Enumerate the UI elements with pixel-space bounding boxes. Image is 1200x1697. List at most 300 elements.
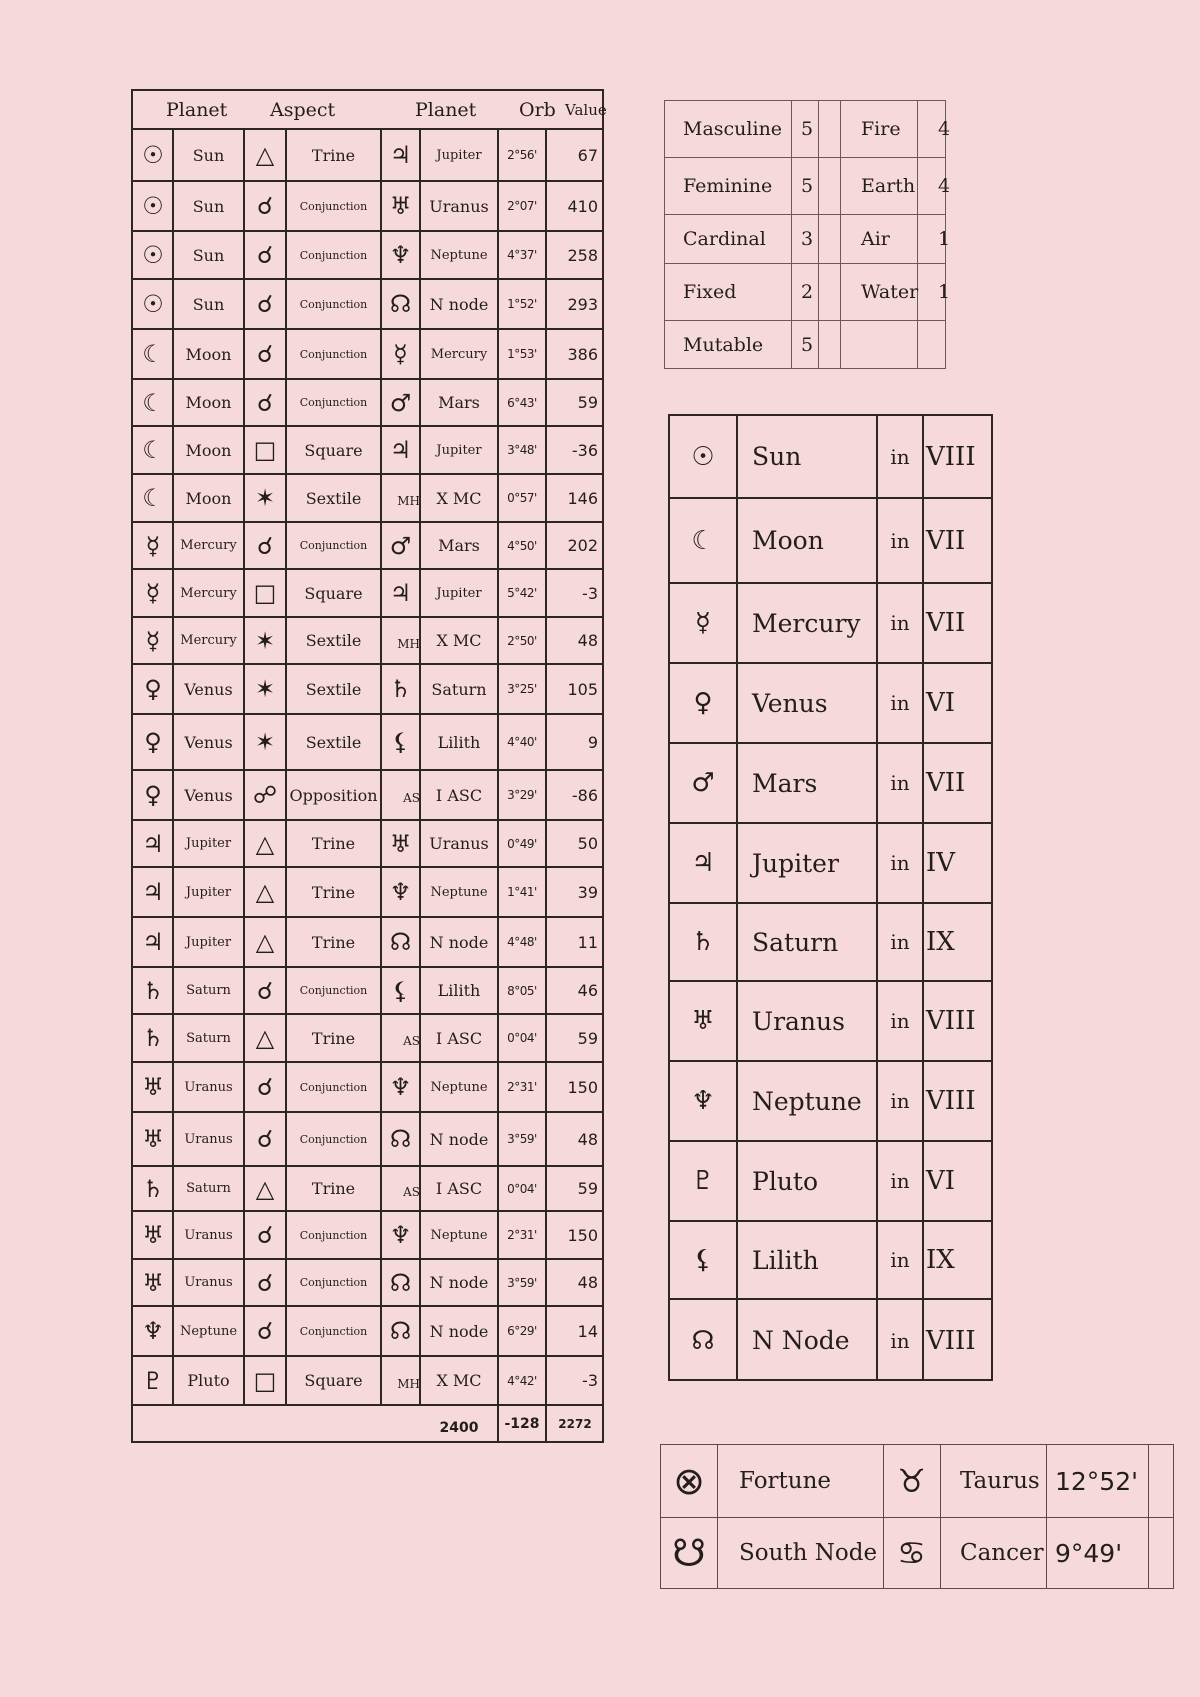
sun-icon: ☉	[142, 141, 164, 169]
aspect-row	[133, 568, 602, 616]
uranus-icon: ♅	[142, 1125, 164, 1153]
north-node-icon: ☊	[389, 1268, 412, 1297]
planet-2-name: I ASC	[435, 785, 483, 805]
totals-row	[133, 1404, 602, 1441]
house-number: VII	[926, 525, 966, 556]
neptune-icon: ♆	[389, 241, 412, 269]
trine-icon: △	[255, 829, 275, 858]
square-icon: □	[253, 1366, 277, 1395]
house-number: VIII	[926, 1006, 976, 1036]
venus-icon: ♀	[144, 675, 162, 703]
aspect-value: 410	[567, 196, 598, 216]
planet-2-name: X MC	[436, 1371, 482, 1390]
total-positive: 2400	[439, 1419, 479, 1436]
taurus-icon: ♉	[897, 1462, 926, 1500]
planet-1-name: Pluto	[187, 1371, 230, 1390]
aspect-value: -3	[582, 1371, 598, 1390]
orb-value: 3°29'	[507, 788, 537, 802]
moon-icon: ☾	[142, 388, 164, 417]
moon-icon: ☾	[142, 484, 164, 512]
aspect-name: Conjunction	[299, 199, 368, 213]
house-number: VI	[926, 1166, 956, 1196]
planet-houses-table	[668, 414, 993, 1381]
aspect-row	[133, 713, 602, 769]
venus-icon: ♀	[144, 728, 162, 756]
aspect-value: 9	[587, 732, 598, 752]
moon-icon: ☾	[691, 525, 715, 556]
planet-2-name: Mars	[438, 536, 480, 555]
aspect-name: Sextile	[305, 679, 362, 699]
aspect-row	[133, 378, 602, 425]
aspect-row	[133, 769, 602, 819]
planet-1-name: Mercury	[180, 585, 237, 601]
orb-value: 3°59'	[507, 1132, 537, 1146]
planet-2-name: Jupiter	[436, 442, 482, 458]
planet-name: Lilith	[752, 1245, 819, 1275]
planet-2-name: Uranus	[429, 834, 489, 853]
orb-value: 1°53'	[507, 347, 537, 361]
orb-value: 3°25'	[507, 682, 537, 696]
in-label: in	[890, 771, 910, 795]
in-label: in	[890, 691, 910, 715]
saturn-icon: ♄	[142, 976, 164, 1005]
aspect-name: Trine	[311, 1179, 356, 1198]
aspect-value: 48	[577, 631, 598, 650]
aspect-value: 14	[577, 1321, 598, 1341]
jupiter-icon: ♃	[142, 829, 164, 858]
orb-value: 6°43'	[507, 395, 537, 410]
house-row	[670, 662, 991, 742]
orb-value: 2°31'	[507, 1080, 537, 1094]
aspect-row	[133, 1355, 602, 1404]
planet-name: Uranus	[752, 1006, 845, 1036]
planet-1-name: Uranus	[184, 1079, 233, 1095]
house-row	[670, 1220, 991, 1298]
orb-value: 1°52'	[507, 297, 537, 311]
aspect-name: Opposition	[289, 785, 378, 805]
aspect-value: 293	[567, 294, 598, 314]
conjunction-icon: ☌	[256, 531, 274, 560]
aspect-value: 48	[577, 1273, 598, 1292]
aspect-row	[133, 616, 602, 663]
saturn-icon: ♄	[389, 675, 412, 703]
aspect-value: 59	[577, 1179, 598, 1198]
in-label: in	[890, 1328, 910, 1353]
planet-1-name: Sun	[192, 145, 225, 165]
mode-count: 5	[801, 175, 814, 197]
planet-2-name: N node	[429, 1321, 489, 1341]
mode-label: Masculine	[683, 118, 783, 140]
midheaven-label: MH	[397, 636, 420, 651]
orb-value: 2°31'	[507, 1228, 537, 1242]
planet-2-name: N node	[429, 1129, 489, 1149]
neptune-icon: ♆	[691, 1086, 715, 1116]
jupiter-icon: ♃	[389, 141, 412, 169]
pluto-icon: ♇	[142, 1366, 164, 1395]
planet-name: Moon	[752, 526, 824, 555]
jupiter-icon: ♃	[142, 928, 164, 956]
pluto-icon: ♇	[691, 1166, 715, 1196]
planet-name: Neptune	[752, 1086, 862, 1116]
total-net: 2272	[558, 1416, 592, 1431]
planet-1-name: Saturn	[186, 1181, 231, 1196]
point-row	[661, 1445, 1173, 1517]
header-value: Value	[565, 101, 607, 119]
aspect-row	[133, 1305, 602, 1355]
planet-1-name: Uranus	[184, 1275, 233, 1290]
degree-value: 12°52'	[1055, 1466, 1138, 1496]
orb-value: 0°04'	[507, 1181, 537, 1196]
planet-1-name: Saturn	[186, 983, 231, 998]
lilith-icon: ⚸	[391, 976, 410, 1005]
in-label: in	[890, 1009, 910, 1033]
planet-1-name: Moon	[185, 488, 232, 508]
aspect-name: Trine	[311, 882, 356, 902]
aspect-row	[133, 966, 602, 1013]
element-count: 4	[938, 175, 951, 197]
opposition-icon: ☍	[252, 781, 278, 809]
planet-2-name: Saturn	[431, 679, 487, 699]
house-row	[670, 1060, 991, 1140]
aspect-value: -36	[571, 440, 598, 460]
planet-1-name: Moon	[185, 344, 232, 364]
uranus-icon: ♅	[389, 192, 412, 220]
sun-icon: ☉	[142, 290, 164, 318]
aspect-value: -3	[582, 583, 598, 603]
sextile-icon: ✶	[254, 626, 276, 655]
planet-name: Jupiter	[752, 848, 839, 878]
north-node-icon: ☊	[389, 1125, 412, 1153]
aspect-value: 59	[577, 393, 598, 412]
aspect-row	[133, 916, 602, 966]
element-count: 1	[938, 228, 951, 250]
header-aspect: Aspect	[270, 99, 336, 121]
house-number: VII	[926, 768, 966, 798]
planet-2-name: X MC	[436, 488, 482, 508]
venus-icon: ♀	[693, 688, 713, 718]
aspect-value: 39	[577, 882, 598, 902]
planet-1-name: Mercury	[180, 633, 237, 648]
trine-icon: △	[255, 141, 275, 169]
aspect-name: Conjunction	[299, 1276, 368, 1289]
element-count: 1	[938, 281, 951, 303]
orb-value: 4°42'	[507, 1373, 537, 1388]
planet-1-name: Sun	[192, 294, 225, 314]
midheaven-label: MH	[397, 1376, 420, 1391]
planet-2-name: Neptune	[430, 247, 488, 263]
planet-1-name: Uranus	[184, 1131, 233, 1147]
aspect-value: 48	[577, 1129, 598, 1149]
planet-name: Venus	[752, 688, 828, 718]
planet-name: Pluto	[752, 1166, 819, 1196]
uranus-icon: ♅	[691, 1006, 715, 1036]
aspect-row	[133, 1061, 602, 1111]
mode-row	[665, 263, 951, 320]
sign-name: Taurus	[960, 1468, 1040, 1494]
planet-2-name: Jupiter	[436, 147, 482, 163]
lilith-icon: ⚸	[693, 1245, 713, 1275]
aspect-name: Square	[304, 1371, 363, 1390]
house-row	[670, 582, 991, 662]
aspect-name: Conjunction	[299, 1324, 368, 1338]
conjunction-icon: ☌	[256, 388, 274, 417]
mode-count: 2	[801, 281, 814, 303]
mode-label: Feminine	[683, 175, 773, 197]
ascendant-label: AS	[403, 791, 420, 805]
conjunction-icon: ☌	[256, 1221, 274, 1249]
planet-1-name: Jupiter	[185, 884, 232, 900]
planet-name: N Node	[752, 1326, 850, 1355]
conjunction-icon: ☌	[256, 192, 274, 220]
mode-row	[665, 101, 951, 157]
aspects-table	[131, 89, 607, 1443]
house-row	[670, 980, 991, 1060]
aspect-name: Sextile	[305, 488, 362, 508]
in-label: in	[890, 930, 910, 954]
element-count: 4	[938, 118, 951, 140]
in-label: in	[890, 1089, 910, 1113]
house-number: VIII	[926, 1325, 976, 1356]
mode-row	[665, 157, 951, 214]
point-name: South Node	[739, 1540, 878, 1566]
planet-2-name: X MC	[436, 631, 482, 650]
points-table	[660, 1444, 1174, 1589]
aspect-name: Conjunction	[299, 1080, 368, 1094]
element-label: Water	[861, 281, 919, 303]
aspect-name: Square	[304, 440, 363, 460]
in-label: in	[890, 611, 910, 635]
part-of-fortune-icon: ⊗	[673, 1459, 705, 1503]
total-negative: -128	[504, 1415, 540, 1432]
planet-2-name: Neptune	[430, 1227, 488, 1243]
aspect-name: Conjunction	[299, 248, 368, 262]
planet-2-name: Mars	[438, 393, 480, 412]
saturn-icon: ♄	[691, 927, 715, 957]
planet-2-name: N node	[429, 932, 489, 952]
aspect-name: Trine	[311, 834, 356, 853]
aspect-value: 46	[577, 981, 598, 1000]
house-row	[670, 416, 991, 497]
aspect-name: Square	[304, 583, 363, 603]
square-icon: □	[253, 436, 277, 464]
aspect-value: 50	[577, 834, 598, 853]
aspect-value: 11	[577, 932, 598, 952]
in-label: in	[890, 1248, 910, 1272]
aspect-name: Conjunction	[299, 1132, 368, 1146]
sextile-icon: ✶	[254, 484, 276, 512]
house-row	[670, 497, 991, 582]
ascendant-label: AS	[403, 1184, 420, 1199]
aspect-name: Conjunction	[299, 297, 368, 311]
aspect-name: Trine	[311, 145, 356, 165]
planet-name: Mercury	[752, 608, 861, 638]
aspect-value: 386	[567, 344, 598, 364]
ascendant-label: AS	[403, 1034, 420, 1048]
planet-2-name: Neptune	[430, 1079, 488, 1095]
trine-icon: △	[255, 928, 275, 956]
moon-icon: ☾	[142, 340, 164, 368]
mode-label: Mutable	[683, 334, 764, 356]
planet-1-name: Sun	[192, 196, 225, 216]
house-number: IV	[926, 848, 956, 878]
house-row	[670, 1298, 991, 1381]
conjunction-icon: ☌	[256, 1125, 274, 1153]
orb-value: 4°37'	[507, 248, 537, 262]
in-label: in	[890, 1169, 910, 1193]
aspect-value: 150	[567, 1077, 598, 1097]
aspect-row	[133, 663, 602, 713]
venus-icon: ♀	[144, 781, 162, 809]
planet-1-name: Moon	[185, 393, 232, 412]
south-node-icon: ☋	[672, 1531, 706, 1575]
trine-icon: △	[255, 1174, 275, 1203]
aspect-row	[133, 1210, 602, 1258]
mercury-icon: ☿	[695, 608, 711, 638]
planet-1-name: Venus	[184, 785, 233, 805]
house-row	[670, 1140, 991, 1220]
planet-1-name: Moon	[185, 440, 232, 460]
jupiter-icon: ♃	[691, 848, 715, 878]
house-row	[670, 822, 991, 902]
in-label: in	[890, 851, 910, 875]
sun-icon: ☉	[142, 241, 164, 269]
uranus-icon: ♅	[142, 1221, 164, 1249]
planet-2-name: I ASC	[435, 1028, 483, 1048]
neptune-icon: ♆	[389, 1221, 412, 1249]
planet-name: Mars	[752, 768, 818, 798]
aspect-row	[133, 230, 602, 278]
house-number: VIII	[926, 441, 976, 472]
aspect-value: 202	[567, 536, 598, 555]
mercury-icon: ☿	[145, 579, 161, 607]
jupiter-icon: ♃	[389, 579, 412, 607]
aspect-value: 150	[567, 1225, 598, 1245]
sign-name: Cancer	[960, 1540, 1044, 1566]
planet-name: Sun	[752, 442, 802, 471]
conjunction-icon: ☌	[256, 290, 274, 318]
conjunction-icon: ☌	[256, 1317, 274, 1345]
point-name: Fortune	[739, 1468, 832, 1494]
saturn-icon: ♄	[142, 1024, 164, 1052]
degree-value: 9°49'	[1055, 1538, 1123, 1568]
planet-2-name: Uranus	[429, 196, 489, 216]
uranus-icon: ♅	[142, 1268, 164, 1297]
conjunction-icon: ☌	[256, 1073, 274, 1101]
aspect-row	[133, 1111, 602, 1165]
north-node-icon: ☊	[389, 290, 412, 318]
house-row	[670, 742, 991, 822]
mode-count: 5	[801, 334, 814, 356]
mode-label: Fixed	[683, 281, 737, 303]
header-planet-2: Planet	[415, 99, 477, 121]
aspect-name: Conjunction	[299, 984, 368, 997]
aspect-value: 105	[567, 679, 598, 699]
aspect-row	[133, 1013, 602, 1061]
planet-2-name: Lilith	[437, 981, 481, 1000]
moon-icon: ☾	[142, 436, 164, 464]
house-number: IX	[926, 1245, 955, 1275]
house-number: IX	[926, 927, 955, 957]
orb-value: 0°57'	[507, 491, 537, 505]
jupiter-icon: ♃	[389, 436, 412, 464]
sun-icon: ☉	[691, 441, 715, 472]
neptune-icon: ♆	[389, 878, 412, 906]
planet-name: Saturn	[752, 927, 839, 957]
lilith-icon: ⚸	[391, 728, 410, 756]
aspect-row	[133, 866, 602, 916]
in-label: in	[890, 528, 910, 553]
orb-value: 1°41'	[507, 885, 537, 899]
conjunction-icon: ☌	[256, 976, 274, 1005]
north-node-icon: ☊	[389, 928, 412, 956]
planet-2-name: Neptune	[430, 884, 488, 900]
aspect-value: 258	[567, 245, 598, 265]
saturn-icon: ♄	[142, 1174, 164, 1203]
aspect-value: -86	[571, 785, 598, 805]
uranus-icon: ♅	[389, 829, 412, 858]
orb-value: 2°07'	[507, 199, 537, 213]
modes-elements-table	[664, 100, 951, 369]
aspect-name: Conjunction	[299, 347, 368, 361]
aspect-name: Conjunction	[299, 396, 368, 409]
aspect-value: 59	[577, 1028, 598, 1048]
orb-value: 2°50'	[507, 633, 537, 648]
planet-1-name: Sun	[192, 245, 225, 265]
trine-icon: △	[255, 1024, 275, 1052]
planet-2-name: Lilith	[437, 732, 481, 752]
orb-value: 3°59'	[507, 1275, 537, 1290]
planet-2-name: I ASC	[435, 1179, 483, 1198]
neptune-icon: ♆	[389, 1073, 412, 1101]
header-orb: Orb	[519, 99, 556, 121]
mars-icon: ♂	[389, 531, 412, 560]
aspect-row	[133, 180, 602, 230]
mode-row	[665, 320, 945, 369]
uranus-icon: ♅	[142, 1073, 164, 1101]
element-label: Fire	[861, 118, 901, 140]
aspect-row	[133, 1258, 602, 1305]
jupiter-icon: ♃	[142, 878, 164, 906]
planet-1-name: Venus	[184, 679, 233, 699]
in-label: in	[890, 444, 910, 469]
aspect-name: Trine	[311, 1028, 356, 1048]
point-row	[661, 1517, 1173, 1588]
aspect-name: Trine	[311, 932, 356, 952]
house-number: VIII	[926, 1086, 976, 1116]
aspect-row	[133, 425, 602, 473]
planet-2-name: Mercury	[430, 346, 488, 362]
conjunction-icon: ☌	[256, 1268, 274, 1297]
square-icon: □	[253, 579, 277, 607]
element-label: Earth	[861, 175, 916, 197]
conjunction-icon: ☌	[256, 340, 274, 368]
orb-value: 3°48'	[507, 443, 537, 457]
planet-2-name: N node	[429, 1273, 489, 1292]
house-row	[670, 902, 991, 980]
mercury-icon: ☿	[145, 531, 161, 560]
midheaven-label: MH	[397, 494, 420, 508]
house-number: VII	[926, 608, 966, 638]
aspect-row	[133, 521, 602, 568]
neptune-icon: ♆	[142, 1317, 164, 1345]
mode-count: 5	[801, 118, 814, 140]
mode-row	[665, 214, 951, 263]
planet-1-name: Mercury	[180, 538, 237, 553]
planet-1-name: Uranus	[184, 1227, 233, 1243]
orb-value: 4°50'	[507, 538, 537, 553]
aspect-row	[133, 128, 602, 180]
cancer-icon: ♋	[897, 1534, 926, 1572]
